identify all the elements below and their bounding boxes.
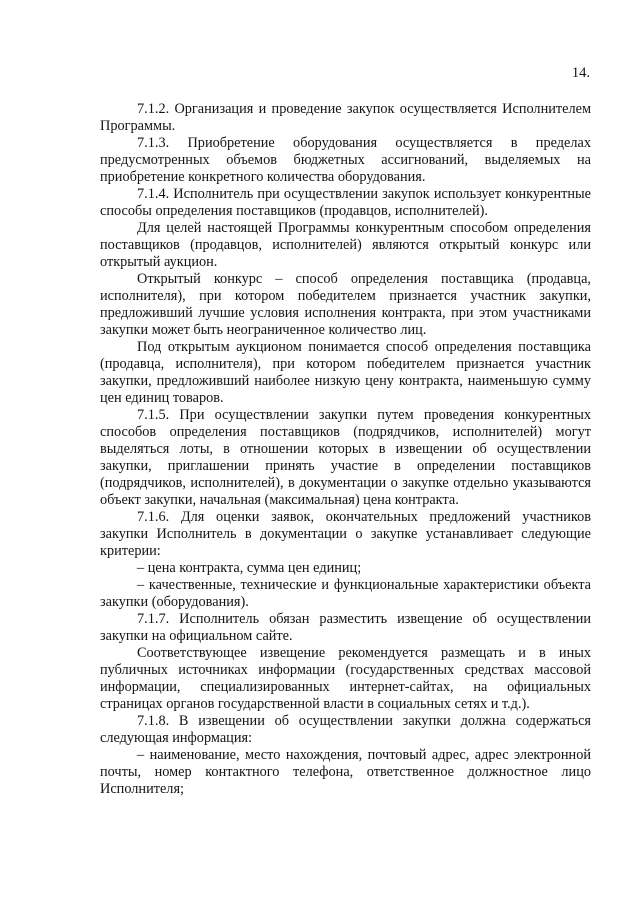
- page-number: 14.: [571, 65, 590, 81]
- paragraph-7-1-4: 7.1.4. Исполнитель при осуществлении закупок использует конкурентные способы определения поставщиков (продавцов, исполнителей).: [100, 186, 591, 219]
- paragraph-open-tender: Открытый конкурс – способ определения поставщика (продавца, исполнителя), при котором победителем признается участник закупки, предложивший лучшие условия исполнения контракта, при этом участниками закупки может быть неограниченное количество лиц.: [100, 271, 591, 338]
- paragraph-7-1-2: 7.1.2. Организация и проведение закупок осуществляется Исполнителем Программы.: [100, 101, 591, 134]
- paragraph-notice-placement: Соответствующее извещение рекомендуется размещать и в иных публичных источниках информации (государственных средствах массовой информации, специализированных интернет-сайтах, на официальных страницах органов государственной власти в социальных сетях и т.д.).: [100, 645, 591, 712]
- document-body: [100, 101, 591, 798]
- paragraph-7-1-8: 7.1.8. В извещении об осуществлении закупки должна содержаться следующая информация:: [100, 713, 591, 746]
- paragraph-7-1-6: 7.1.6. Для оценки заявок, окончательных предложений участников закупки Исполнитель в документации о закупке устанавливает следующие критерии:: [100, 509, 591, 559]
- paragraph-7-1-7: 7.1.7. Исполнитель обязан разместить извещение об осуществлении закупки на официальном сайте.: [100, 611, 591, 644]
- notice-item-contacts: – наименование, место нахождения, почтовый адрес, адрес электронной почты, номер контактного телефона, ответственное должностное лицо Исполнителя;: [100, 747, 591, 797]
- criteria-item-price: – цена контракта, сумма цен единиц;: [137, 560, 362, 576]
- paragraph-7-1-5: 7.1.5. При осуществлении закупки путем проведения конкурентных способов определения поставщиков (подрядчиков, исполнителей) могут выделяться лоты, в отношении которых в извещении об осуществлении закупки, приглашении принять участие в определении поставщиков (подрядчиков, исполнителей), в документации о закупке отдельно указываются объект закупки, начальная (максимальная) цена контракта.: [100, 407, 591, 508]
- paragraph-competitive-methods: Для целей настоящей Программы конкурентным способом определения поставщиков (продавцов, исполнителей) являются открытый конкурс или открытый аукцион.: [100, 220, 591, 270]
- criteria-item-characteristics: – качественные, технические и функциональные характеристики объекта закупки (оборудования).: [100, 577, 591, 610]
- paragraph-open-auction: Под открытым аукционом понимается способ определения поставщика (продавца, исполнителя), при котором победителем признается участник закупки, предложивший наиболее низкую цену контракта, наименьшую сумму цен единиц товаров.: [100, 339, 591, 406]
- paragraph-7-1-3: 7.1.3. Приобретение оборудования осуществляется в пределах предусмотренных объемов бюджетных ассигнований, выделяемых на приобретение конкретного количества оборудования.: [100, 135, 591, 185]
